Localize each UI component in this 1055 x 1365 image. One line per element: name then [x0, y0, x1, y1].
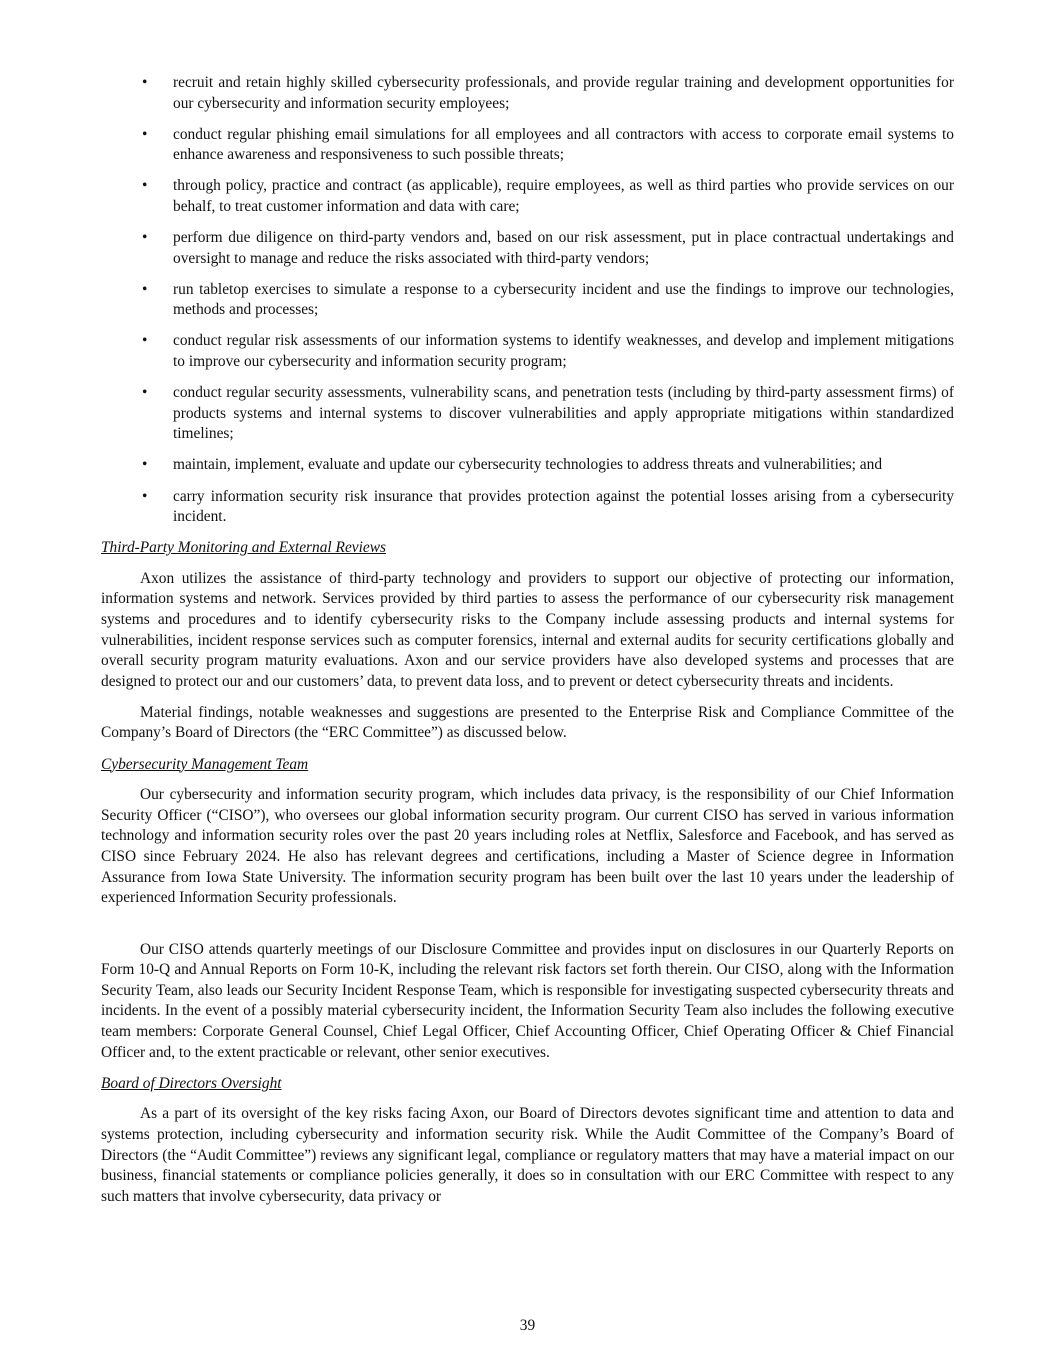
list-item: [101, 280, 954, 321]
list-item-text: conduct regular security assessments, vulnerability scans, and penetration tests (including by third-party assessment firms) of products systems and internal systems to discover vulnerabilities and apply appropriate mitigations within standardized timelines;: [173, 384, 954, 443]
third-party-paragraph-1: Axon utilizes the assistance of third-party technology and providers to support our objective of protecting our information, information systems and network. Services provided by third parties to assess the performance of our cybersecurity risk management systems and procedures and to identify cybersecurity risks to the Company include assessing products and internal systems for vulnerabilities, incident response services such as computer forensics, internal and external audits for security certifications globally and overall security program maturity evaluations. Axon and our service providers have also developed systems and processes that are designed to protect our and our customers’ data, to prevent data loss, and to prevent or detect cybersecurity threats and incidents.: [101, 569, 954, 690]
list-item: [101, 125, 954, 166]
list-item-text: run tabletop exercises to simulate a response to a cybersecurity incident and use the findings to improve our technologies, methods and processes;: [173, 280, 954, 319]
third-party-heading: Third-Party Monitoring and External Reviews: [101, 539, 386, 557]
list-item-text: perform due diligence on third-party vendors and, based on our risk assessment, put in place contractual undertakings and oversight to manage and reduce the risks associated with third-party vendors;: [173, 229, 954, 267]
list-item: [101, 176, 954, 217]
bullet-icon: •: [142, 456, 148, 474]
list-item-text: carry information security risk insurance that provides protection against the potential losses arising from a cybersecurity incident.: [173, 487, 954, 526]
list-item: [101, 383, 954, 445]
measures-bullet-list: [101, 73, 954, 528]
board-oversight-paragraph-1: As a part of its oversight of the key risks facing Axon, our Board of Directors devotes significant time and attention to data and systems protection, including cybersecurity and information security risk. While the Audit Committee of the Company’s Board of Directors (the “Audit Committee”) reviews any significant legal, compliance or regulatory matters that may have a material impact on our business, financial statements or compliance policies generally, it does so in consultation with our ERC Committee with respect to any such matters that involve cybersecurity, data privacy or: [101, 1105, 954, 1205]
list-item: [101, 487, 954, 528]
page-number: 39: [519, 1317, 536, 1334]
management-team-paragraph-2: Our CISO attends quarterly meetings of our Disclosure Committee and provides input on disclosures in our Quarterly Reports on Form 10-Q and Annual Reports on Form 10-K, including the relevant risk factors set forth therein. Our CISO, along with the Information Security Team, also leads our Security Incident Response Team, which is responsible for investigating suspected cybersecurity threats and incidents. In the event of a possibly material cybersecurity incident, the Information Security Team also includes the following executive team members: Corporate General Counsel, Chief Legal Officer, Chief Accounting Officer, Chief Operating Officer & Chief Financial Officer and, to the extent practicable or relevant, other senior executives.: [101, 940, 954, 1061]
list-item-text: through policy, practice and contract (as applicable), require employees, as well as third parties who provide services on our behalf, to treat customer information and data with care;: [173, 177, 954, 215]
list-item-text: conduct regular risk assessments of our information systems to identify weaknesses, and develop and implement mitigations to improve our cybersecurity and information security program;: [173, 332, 954, 371]
list-item: [101, 228, 954, 269]
bullet-icon: •: [142, 74, 148, 91]
management-team-paragraph-1: Our cybersecurity and information security program, which includes data privacy, is the responsibility of our Chief Information Security Officer (“CISO”), who oversees our global information security program. Our current CISO has served in various information technology and information security roles over the past 20 years including roles at Netflix, Salesforce and Facebook, and has served as CISO since February 2024. He also has relevant degrees and certifications, including a Master of Science degree in Information Assurance from Iowa State University. The information security program has been built over the last 10 years under the leadership of experienced Information Security professionals.: [101, 786, 954, 907]
bullet-icon: •: [142, 280, 148, 298]
list-item-text: conduct regular phishing email simulations for all employees and all contractors with access to corporate email systems to enhance awareness and responsiveness to such possible threats;: [173, 125, 954, 164]
board-oversight-heading: Board of Directors Oversight: [101, 1074, 282, 1092]
bullet-icon: •: [142, 332, 148, 350]
management-team-heading: Cybersecurity Management Team: [101, 755, 309, 773]
bullet-icon: •: [142, 487, 148, 505]
list-item-text: recruit and retain highly skilled cybersecurity professionals, and provide regular training and development opportunities for our cybersecurity and information security employees;: [173, 74, 954, 112]
bullet-icon: •: [142, 125, 148, 143]
bullet-icon: •: [142, 177, 148, 195]
list-item: [101, 331, 954, 372]
document-page: [101, 73, 954, 1218]
list-item: [101, 455, 954, 476]
list-item: [101, 73, 954, 114]
list-item-text: maintain, implement, evaluate and update our cybersecurity technologies to address threats and vulnerabilities; and: [173, 456, 883, 474]
bullet-icon: •: [142, 384, 148, 402]
third-party-paragraph-2: Material findings, notable weaknesses and suggestions are presented to the Enterprise Risk and Compliance Committee of the Company’s Board of Directors (the “ERC Committee”) as discussed below.: [101, 703, 954, 742]
bullet-icon: •: [142, 229, 148, 247]
